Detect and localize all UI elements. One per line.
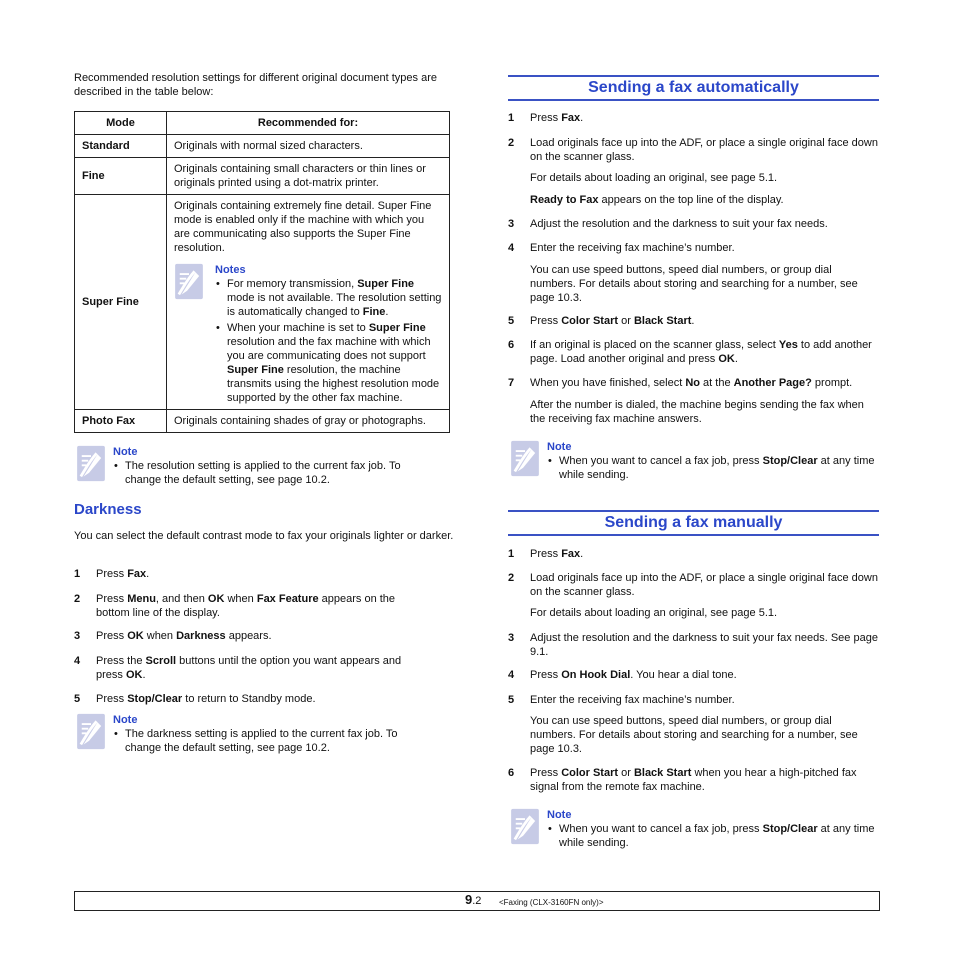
table-row [75,158,450,195]
auto-step-4-detail: You can use speed buttons, speed dial numbers, or group dial numbers. For details about storing and searching for a number, see page 10.3. [530,264,858,304]
note-text: • The darkness setting is applied to the current fax job. To change the default setting, see page 10.2. [113,727,435,755]
note-text: • When you want to cancel a fax job, press Stop/Clear at any time while sending. [547,454,892,482]
note-icon [510,808,540,845]
mode-cell: Fine [75,158,167,195]
auto-step-7-detail: After the number is dialed, the machine begins sending the fax when the receiving fax machine answers. [530,399,864,425]
mode-cell: Super Fine [75,195,167,410]
note-title: Note [113,446,138,458]
notes-bullet: • When your machine is set to Super Fine resolution and the fax machine with which you are communicating does not support Super Fine resolution, the machine transmits using the highest resolution mode supported by the other fax machine. [215,321,442,405]
auto-step-2-detail: For details about loading an original, see page 5.1. [530,172,778,184]
darkness-intro: You can select the default contrast mode to fax your originals lighter or darker. [74,530,454,542]
note-icon [76,713,106,750]
page-number: 9.2 [465,892,482,907]
intro-text: Recommended resolution settings for different original document types are described in the table below: [74,72,437,98]
col-recommended-header: Recommended for: [167,112,450,135]
note-title: Note [113,714,138,726]
darkness-heading: Darkness [74,501,142,518]
cancel-note-manual [510,808,880,850]
notes-bullet: • For memory transmission, Super Fine mode is not available. The resolution setting is automatically changed to Fine. [215,277,442,319]
note-title: Note [547,809,572,821]
table-row [75,410,450,433]
footer-chapter-label: <Faxing (CLX-3160FN only)> [499,898,604,907]
note-icon [174,263,204,300]
resolution-note [76,445,456,487]
recommendation-cell: Originals with normal sized characters. [167,135,450,158]
recommendation-cell: Originals containing shades of gray or photographs. [167,410,450,433]
mode-cell: Photo Fax [75,410,167,433]
manual-step-5-detail: You can use speed buttons, speed dial numbers, or group dial numbers. For details about storing and searching for a number, see page 10.3. [530,715,858,755]
recommendation-cell: Originals containing small characters or thin lines or originals printed using a dot-matrix printer. [167,158,450,195]
table-row [75,195,450,410]
table-notes [174,263,442,405]
table-row [75,135,450,158]
note-text: • The resolution setting is applied to the current fax job. To change the default setting, see page 10.2. [113,459,435,487]
note-icon [76,445,106,482]
page-footer [74,891,880,911]
resolution-table [74,111,450,433]
mode-cell: Standard [75,135,167,158]
table-header-row [75,112,450,135]
auto-step-2-display: Ready to Fax appears on the top line of the display. [530,194,784,206]
recommendation-cell [167,195,450,410]
notes-title: Notes [215,264,246,276]
manual-step-2-detail: For details about loading an original, see page 5.1. [530,607,778,619]
super-fine-description: Originals containing extremely fine detail. Super Fine mode is enabled only if the machine with which you are communicating also supports the Super Fine resolution. [174,200,432,254]
section-heading-auto: Sending a fax automatically [508,75,879,101]
section-heading-manual: Sending a fax manually [508,510,879,536]
cancel-note-auto [510,440,880,482]
note-icon [510,440,540,477]
note-title: Note [547,441,572,453]
note-text: • When you want to cancel a fax job, press Stop/Clear at any time while sending. [547,822,892,850]
darkness-note [76,713,456,755]
col-mode-header: Mode [75,112,167,135]
